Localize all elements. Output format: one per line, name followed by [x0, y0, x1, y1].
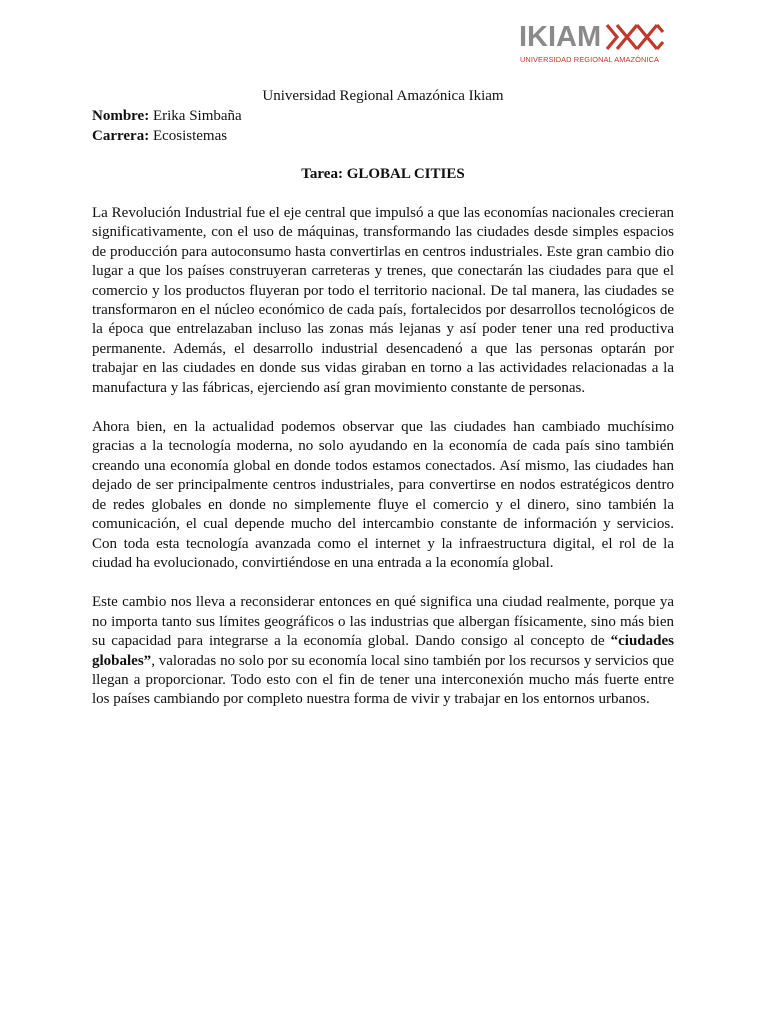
paragraph-3-end: , valoradas no solo por su economía local sino también por los recursos y servicios que llegan a proporcionar. Todo esto con el fin de tener una interconexión mucho más fuerte entre los países cambiando por completo nuestra forma de vivir y trabajar en los entornos urbanos. — [92, 652, 674, 708]
student-name-line — [92, 106, 674, 126]
logo-wordmark: IKIAM — [519, 21, 602, 53]
university-name: Universidad Regional Amazónica Ikiam — [262, 88, 504, 104]
ikiam-logo — [519, 20, 665, 66]
career-line — [92, 126, 674, 146]
paragraph-2: Ahora bien, en la actualidad podemos observar que las ciudades han cambiado muchísimo gracias a la tecnología moderna, no solo ayudando en la economía de cada país sino también creando una economía global en donde todos estamos conectados. Así mismo, las ciudades han dejado de ser principalmente centros industriales, para convertirse en nodos estratégicos dentro de redes globales en donde no simplemente fluye el comercio y el dinero, sino también la comunicación, el cual depende mucho del intercambio constante de información y servicios. Con toda esta tecnología avanzada como el internet y la infraestructura digital, el rol de la ciudad ha evolucionado, convirtiéndose en una entrada a la economía global. — [92, 419, 674, 571]
paragraph-3-start: Este cambio nos lleva a reconsiderar entonces en qué significa una ciudad realmente, porque ya no importa tanto sus límites geográficos o las industrias que albergan físicamente, sino más bien su capacidad para integrarse a la economía global. Dando consigo al concepto de — [92, 594, 674, 650]
paragraph-1: La Revolución Industrial fue el eje central que impulsó a que las economías nacionales crecieran significativamente, con el uso de máquinas, transformando las ciudades desde simples espacios de producción para autoconsumo hasta convertirlas en centros industriales. Este gran cambio dio lugar a que los países construyeran carreteras y trenes, que conectarán las ciudades para que el comercio y los productos fluyeran por todo el territorio nacional. De tal manera, las ciudades se transformaron en el núcleo económico de cada país, fortalecidos por desarrollos tecnológicos de la época que entrelazaban incluso las zonas más lejanas y así poder tener una red productiva permanente. Además, el desarrollo industrial desencadenó a que las personas optarán por trabajar en las ciudades en donde sus vidas giraban en torno a las actividades relacionadas a la manufactura y las fábricas, ejerciendo así gran movimiento constante de personas. — [92, 205, 674, 396]
career-value: Ecosistemas — [149, 128, 228, 144]
document-body — [92, 86, 674, 710]
logo-subtitle: UNIVERSIDAD REGIONAL AMAZÓNICA — [520, 55, 660, 64]
career-label: Carrera: — [92, 128, 150, 144]
task-title: Tarea: GLOBAL CITIES — [301, 166, 465, 182]
paragraph-3 — [92, 593, 674, 709]
logo-diamond-pattern-icon — [605, 23, 665, 51]
name-label: Nombre: — [92, 108, 150, 124]
name-value: Erika Simbaña — [149, 108, 242, 124]
paragraph-3-emphasis: “ciudades globales” — [92, 633, 674, 669]
